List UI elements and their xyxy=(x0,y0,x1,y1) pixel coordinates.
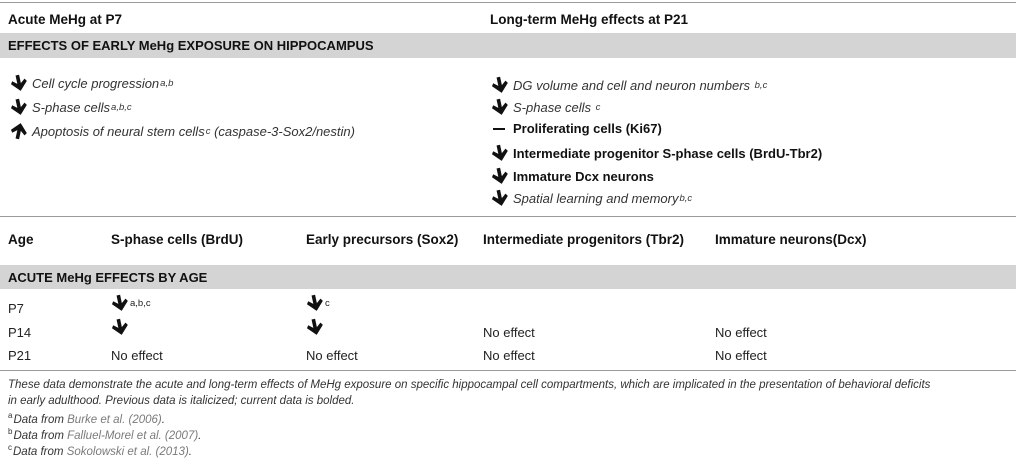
arrow-down-icon xyxy=(306,318,324,336)
longterm-item-label: S-phase cells xyxy=(513,99,595,115)
no-change-dash-icon xyxy=(493,128,505,130)
footnote-prefix: Data from xyxy=(13,430,68,442)
arrow-down-icon xyxy=(491,144,509,162)
footnote-mark: a xyxy=(8,411,13,420)
col-header-brdu: S-phase cells (BrdU) xyxy=(111,232,244,247)
row-p21-dcx: No effect xyxy=(715,348,767,363)
footnote-mark: b xyxy=(8,427,13,436)
arrow-up-icon xyxy=(10,122,28,140)
col-header-tbr2: Intermediate progenitors (Tbr2) xyxy=(483,232,685,247)
footnote-prefix: Data from xyxy=(13,414,68,426)
footnote-ref-a xyxy=(8,411,165,426)
longterm-item-ref: c xyxy=(595,101,601,113)
longterm-item-spatial xyxy=(491,189,692,207)
arrow-down-icon xyxy=(491,98,509,116)
middle-rule xyxy=(0,216,1016,217)
longterm-item-label: Immature Dcx neurons xyxy=(513,168,654,184)
longterm-item-intermediate xyxy=(491,144,822,162)
footnote-mark: c xyxy=(8,443,12,452)
arrow-down-icon xyxy=(491,167,509,185)
col-header-age: Age xyxy=(8,232,34,247)
row-p7-sox2 xyxy=(306,294,330,312)
row-p14-age: P14 xyxy=(8,325,32,340)
row-p14-dcx: No effect xyxy=(715,325,767,340)
row-p21-brdu: No effect xyxy=(111,348,163,363)
longterm-item-dg-volume xyxy=(491,76,767,94)
acute-item-suffix: (caspase-3-Sox2/nestin) xyxy=(210,123,355,139)
row-p21-age: P21 xyxy=(8,348,32,363)
longterm-item-label: Intermediate progenitor S-phase cells (BrdU-Tbr2) xyxy=(513,145,823,161)
footnote-end: . xyxy=(161,414,165,426)
footnote-citation-link[interactable]: Sokolowski et al. (2013) xyxy=(66,446,189,458)
col-header-dcx: Immature neurons(Dcx) xyxy=(715,232,867,247)
acute-item-label: S-phase cells xyxy=(32,99,111,115)
arrow-down-icon xyxy=(10,98,28,116)
section-band-hippocampus xyxy=(0,33,1016,58)
acute-item-cell-cycle xyxy=(10,74,173,92)
arrow-down-icon xyxy=(306,294,324,312)
arrow-down-icon xyxy=(111,294,129,312)
footnote-ref-c xyxy=(8,443,192,458)
longterm-item-label: DG volume and cell and neuron numbers xyxy=(513,77,754,93)
acute-item-ref: a,b,c xyxy=(111,101,132,113)
bottom-rule xyxy=(0,370,1016,371)
arrow-down-icon xyxy=(491,189,509,207)
row-p21-tbr2: No effect xyxy=(483,348,535,363)
acute-item-apoptosis xyxy=(10,122,355,140)
acute-item-s-phase xyxy=(10,98,132,116)
row-p7-brdu-ref: a,b,c xyxy=(130,297,151,309)
row-p7-brdu xyxy=(111,294,151,312)
header-longterm: Long-term MeHg effects at P21 xyxy=(490,12,689,27)
acute-item-label: Apoptosis of neural stem cells xyxy=(32,123,205,139)
longterm-item-dcx xyxy=(491,167,654,185)
row-p14-tbr2: No effect xyxy=(483,325,535,340)
acute-item-label: Cell cycle progression xyxy=(32,75,160,91)
footnote-end: . xyxy=(198,430,202,442)
top-rule xyxy=(0,2,1016,3)
longterm-item-s-phase xyxy=(491,98,600,116)
longterm-item-ref: b,c xyxy=(679,192,693,204)
arrow-down-icon xyxy=(10,74,28,92)
longterm-item-label: Proliferating cells (Ki67) xyxy=(513,121,662,136)
arrow-down-icon xyxy=(491,76,509,94)
acute-item-ref: a,b xyxy=(160,77,174,89)
row-p7-age: P7 xyxy=(8,301,24,316)
arrow-down-icon xyxy=(111,318,129,336)
section-band-by-age xyxy=(0,265,1016,289)
section-title-by-age: ACUTE MeHg EFFECTS BY AGE xyxy=(8,270,208,285)
footnote-citation-link[interactable]: Falluel-Morel et al. (2007) xyxy=(67,430,199,442)
footnote-citation-link[interactable]: Burke et al. (2006) xyxy=(67,414,162,426)
col-header-sox2: Early precursors (Sox2) xyxy=(306,232,459,247)
acute-item-ref: c xyxy=(205,125,211,137)
row-p21-sox2: No effect xyxy=(306,348,358,363)
footnote-line-1: These data demonstrate the acute and long-term effects of MeHg exposure on specific hippocampal cell compartments, which are implicated in the presentation of behavioral deficits xyxy=(8,379,931,391)
footnote-ref-b xyxy=(8,427,201,442)
longterm-item-ref: b,c xyxy=(754,79,768,91)
longterm-item-proliferating xyxy=(491,121,662,136)
header-acute: Acute MeHg at P7 xyxy=(8,12,123,27)
row-p14-brdu xyxy=(111,318,133,336)
footnote-line-2: in early adulthood. Previous data is italicized; current data is bolded. xyxy=(8,395,355,407)
row-p14-sox2 xyxy=(306,318,328,336)
footnote-end: . xyxy=(188,446,192,458)
section-title-hippocampus: EFFECTS OF EARLY MeHg EXPOSURE ON HIPPOCAMPUS xyxy=(8,38,374,53)
footnote-prefix: Data from xyxy=(13,446,67,458)
longterm-item-label: Spatial learning and memory xyxy=(513,190,679,206)
row-p7-sox2-ref: c xyxy=(325,297,330,309)
